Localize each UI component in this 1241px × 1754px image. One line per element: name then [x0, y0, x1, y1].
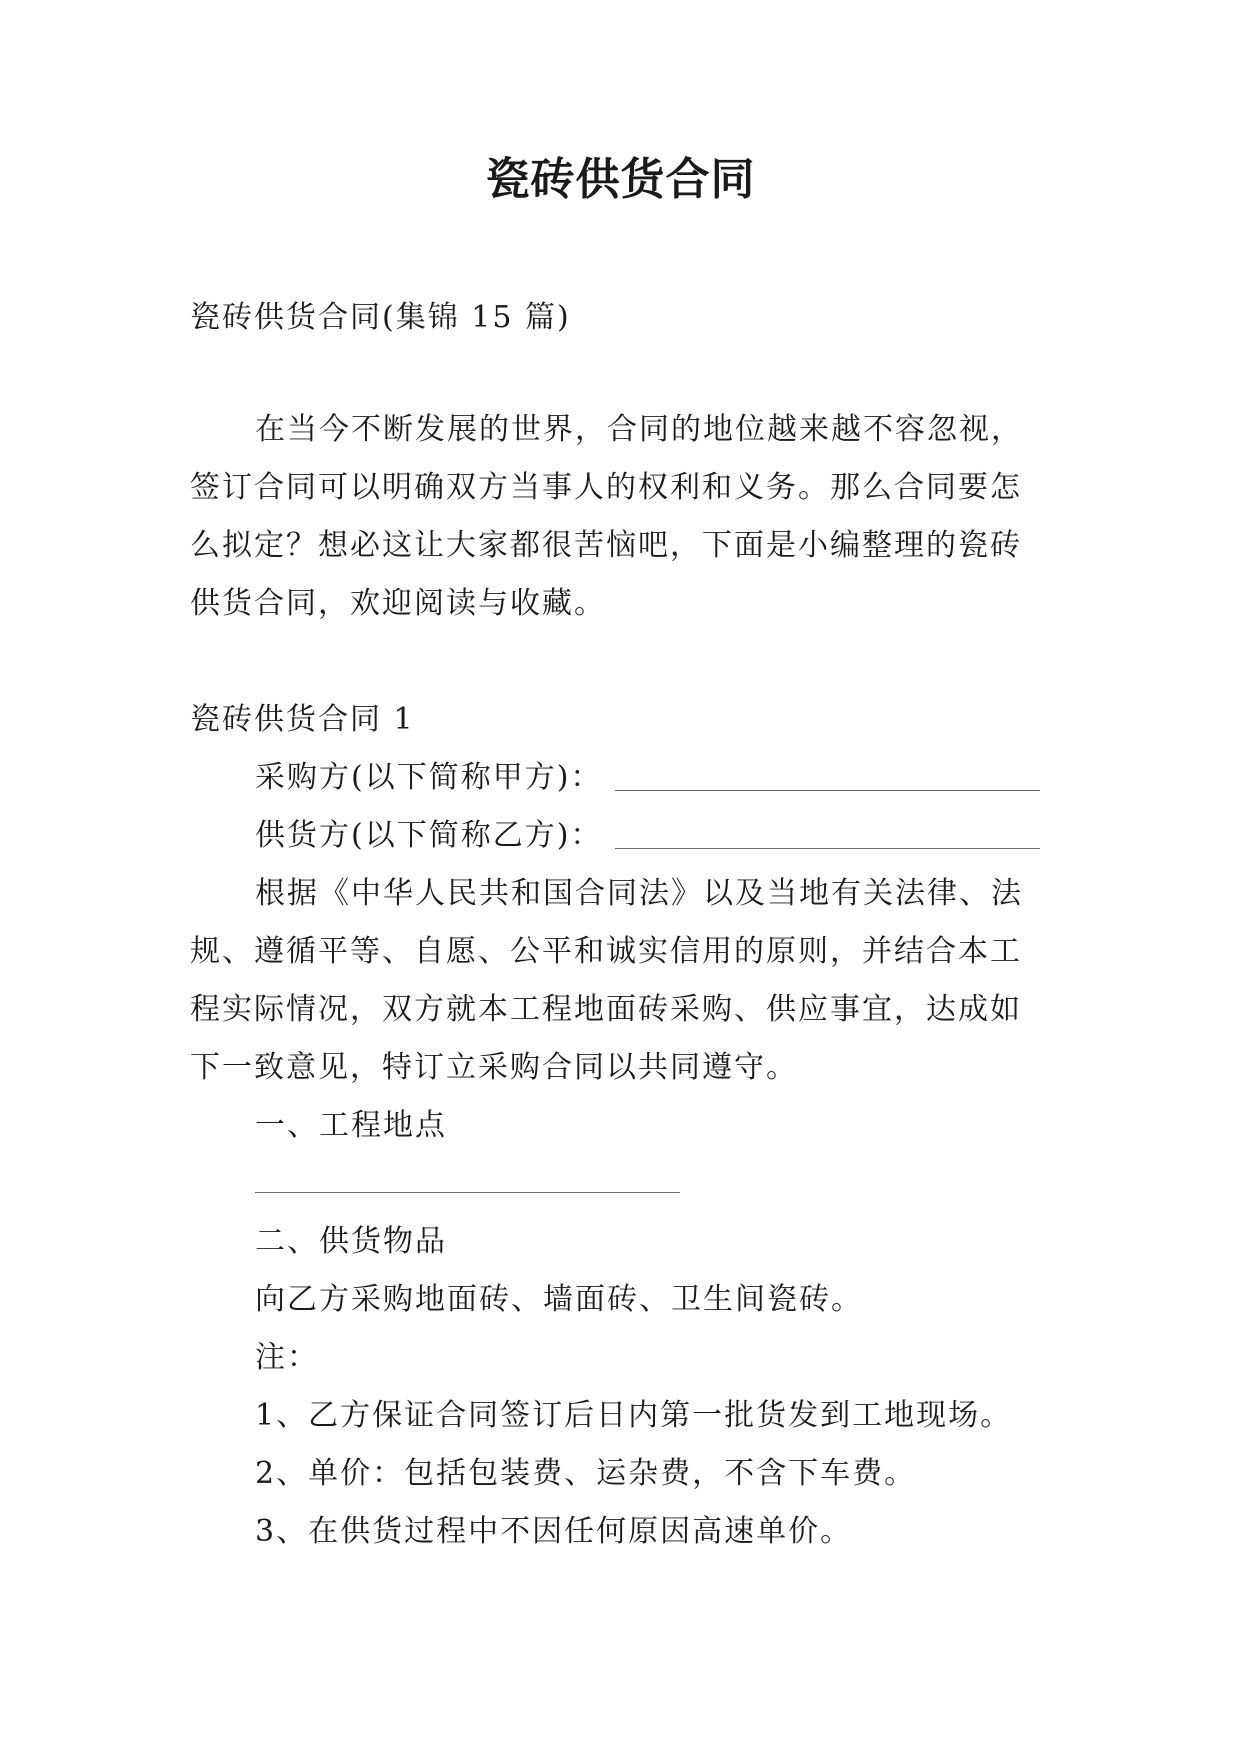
buyer-label: 采购方(以下简称甲方)：	[255, 760, 603, 795]
buyer-blank-line	[615, 790, 1040, 791]
intro-line-1: 在当今不断发展的世界，合同的地位越来越不容忽视，	[255, 412, 1023, 447]
section-2-title: 二、供货物品	[255, 1224, 447, 1259]
basis-line-2: 规、遵循平等、自愿、公平和诚实信用的原则，并结合本工	[190, 934, 1022, 969]
basis-line-1: 根据《中华人民共和国合同法》以及当地有关法律、法	[255, 876, 1023, 911]
note-label: 注：	[255, 1340, 319, 1375]
note-item-2: 2、单价：包括包装费、运杂费，不含下车费。	[255, 1456, 917, 1491]
contract-heading: 瓷砖供货合同 1	[190, 702, 415, 737]
intro-line-4: 供货合同，欢迎阅读与收藏。	[190, 586, 606, 621]
supplier-label: 供货方(以下简称乙方)：	[255, 818, 603, 853]
intro-line-2: 签订合同可以明确双方当事人的权利和义务。那么合同要怎	[190, 470, 1022, 505]
note-item-3: 3、在供货过程中不因任何原因高速单价。	[255, 1514, 853, 1549]
document-title: 瓷砖供货合同	[485, 154, 756, 205]
section-2-body: 向乙方采购地面砖、墙面砖、卫生间瓷砖。	[255, 1282, 863, 1317]
basis-line-4: 下一致意见，特订立采购合同以共同遵守。	[190, 1050, 798, 1085]
intro-line-3: 么拟定？想必这让大家都很苦恼吧，下面是小编整理的瓷砖	[190, 528, 1022, 563]
section-1-title: 一、工程地点	[255, 1108, 447, 1143]
basis-line-3: 程实际情况，双方就本工程地面砖采购、供应事宜，达成如	[190, 992, 1022, 1027]
note-item-1: 1、乙方保证合同签订后日内第一批货发到工地现场。	[255, 1398, 1013, 1433]
document-subtitle: 瓷砖供货合同(集锦 15 篇)	[190, 300, 571, 335]
supplier-blank-line	[615, 848, 1040, 849]
site-location-blank-line	[255, 1192, 680, 1193]
